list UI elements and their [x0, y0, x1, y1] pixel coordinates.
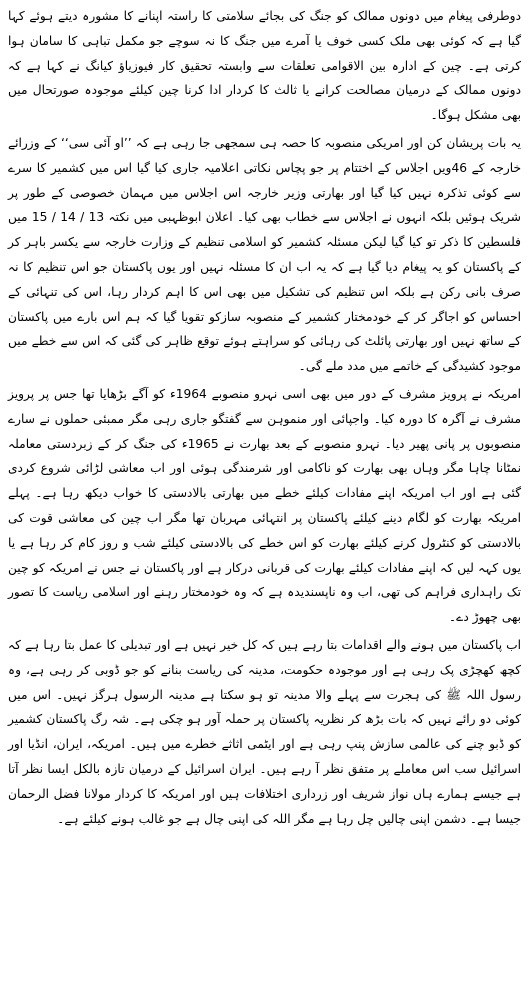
article-paragraph-3: امریکہ نے پرویز مشرف کے دور میں بھی اسی نہرو منصوبے 1964ء کو آگے بڑھایا تھا جس پر پرویز مشرف نے آگرہ کا دورہ کیا۔ واجپائی اور منموہن سے گفتگو جاری رہی مگر ممبئی حملوں نے سارے منصوبوں پر پانی پھیر دیا۔ نہرو منصوبے کے بعد بھارت نے 1965ء کی جنگ کر کے زبردستی معاملہ نمٹانا چاہا مگر وہاں بھی بھارت کو ناکامی اور شرمندگی ہوئی اور اب معاشی لڑائی شروع کردی گئی ہے اور اب امریکہ اپنے مفادات کیلئے خطے میں بھارتی بالادستی کا خواب دیکھ رہا ہے۔ پہلے امریکہ بھارت کو لگام دینے کیلئے پاکستان پر انتہائی مہربان تھا مگر اب چین کی معاشی قوت کی بالادستی کو کنٹرول کرنے کیلئے بھارت کو اس خطے کی بالادستی کیلئے شب و روز کام کر رہا ہے یا یوں کہہ لیں کہ اپنے مفادات کیلئے بھارت کی قربانی درکار ہے اور پاکستان نے جس نے امریکہ کو چین تک راہداری فراہم کی تھی، اب وہ ناپسندیدہ ہے کہ وہ خودمختار رہنے اور اسلامی ریاست کا تصور بھی چھوڑ دے۔ — [8, 386, 522, 625]
article-paragraph-1: دوطرفی پیغام میں دونوں ممالک کو جنگ کی بجائے سلامتی کا راستہ اپنانے کا مشورہ دیتے ہوئے کہا گیا ہے کہ کوئی بھی ملک کسی خوف یا آمرے میں جنگ کا نہ سوچے جو مکمل تباہی کا سامان ہوا کرتی ہے۔ چین کے ادارہ بین الاقوامی تعلقات سے وابستہ تحقیق کار فیوزیاؤ کیانگ نے کہا ہے کہ دونوں ممالک کے درمیان مصالحت کرانے یا ثالث کا کردار ادا کرنا چین کیلئے موجودہ صورتحال میں بھی مشکل ہوگا۔ — [8, 9, 521, 123]
article-paragraph-2: یہ بات پریشان کن اور امریکی منصوبہ کا حصہ ہی سمجھی جا رہی ہے کہ ’’او آئی سی‘‘ کے وزرائے خارجہ کے 46ویں اجلاس کے اختتام پر جو پچاس نکاتی اعلامیہ جاری کیا گیا اس میں کشمیر کا سرے سے کوئی تذکرہ نہیں کیا گیا اور بھارتی وزیر خارجہ اس اجلاس میں مہمان خصوصی کے طور پر شریک ہوئیں بلکہ انہوں نے اجلاس سے خطاب بھی کیا۔ اعلان ابوظہبی میں نکتہ 13 / 14 / 15 میں فلسطین کا ذکر تو کیا گیا لیکن مسئلہ کشمیر کو اسلامی تنظیم کے وزارت خارجہ سے یکسر باہر کر کے پاکستان کو یہ پیغام دیا گیا ہے کہ یہ اب ان کا مسئلہ نہیں اور یوں پاکستان جو اس تنظیم کا نہ صرف بانی رکن ہے بلکہ اس تنظیم کی تشکیل میں بھی اس کا اہم کردار رہا، اس کی تنہائی کے احساس کو اجاگر کر کے خودمختار کشمیر کے منصوبہ سازکو تقویا گیا کہ ہم اس بارے میں پاکستان کے ساتھ نہیں اور بھارتی پائلٹ کی رہائی کو سراہتے ہوئے توقع ظاہر کی گئی کہ اس سے خطے میں موجود کشیدگی کے خاتمے میں مدد ملے گی۔ — [8, 135, 522, 374]
article-paragraph-4: اب پاکستان میں ہونے والے اقدامات بتا رہے ہیں کہ کل خیر نہیں ہے اور تبدیلی کا عمل بتا رہا ہے کہ کچھ کھچڑی پک رہی ہے اور موجودہ حکومت، مدینہ کی ریاست بنانے کو جو ڈوبی کر رہی ہے، وہ رسول اللہ ﷺ کی ہجرت سے پہلے والا مدینہ تو ہو سکتا ہے مدینہ الرسول ہرگز نہیں۔ اس میں کوئی دو رائے نہیں کہ بات بڑھ کر نظریہ پاکستان پر حملہ آور ہو چکی ہے۔ شہ رگ پاکستان کشمیر کو ڈبو چنے کی عالمی سازش پنپ رہی ہے اور ایٹمی اثاثے خطرے میں ہیں۔ امریکہ، ایران، انڈیا اور اسرائیل سب اس معاملے پر متفق نظر آ رہے ہیں۔ ایران اسرائیل کے درمیان تازہ بالکل ایسا نظر آتا ہے جیسے ہمارے ہاں نواز شریف اور زرداری اختلافات ہیں اور امریکہ کا کردار مولانا فضل الرحمان جیسا ہے۔ دشمن اپنی چالیں چل رہا ہے مگر اللہ کی اپنی چال ہے جو غالب ہونے کیلئے ہے۔ — [8, 637, 521, 826]
